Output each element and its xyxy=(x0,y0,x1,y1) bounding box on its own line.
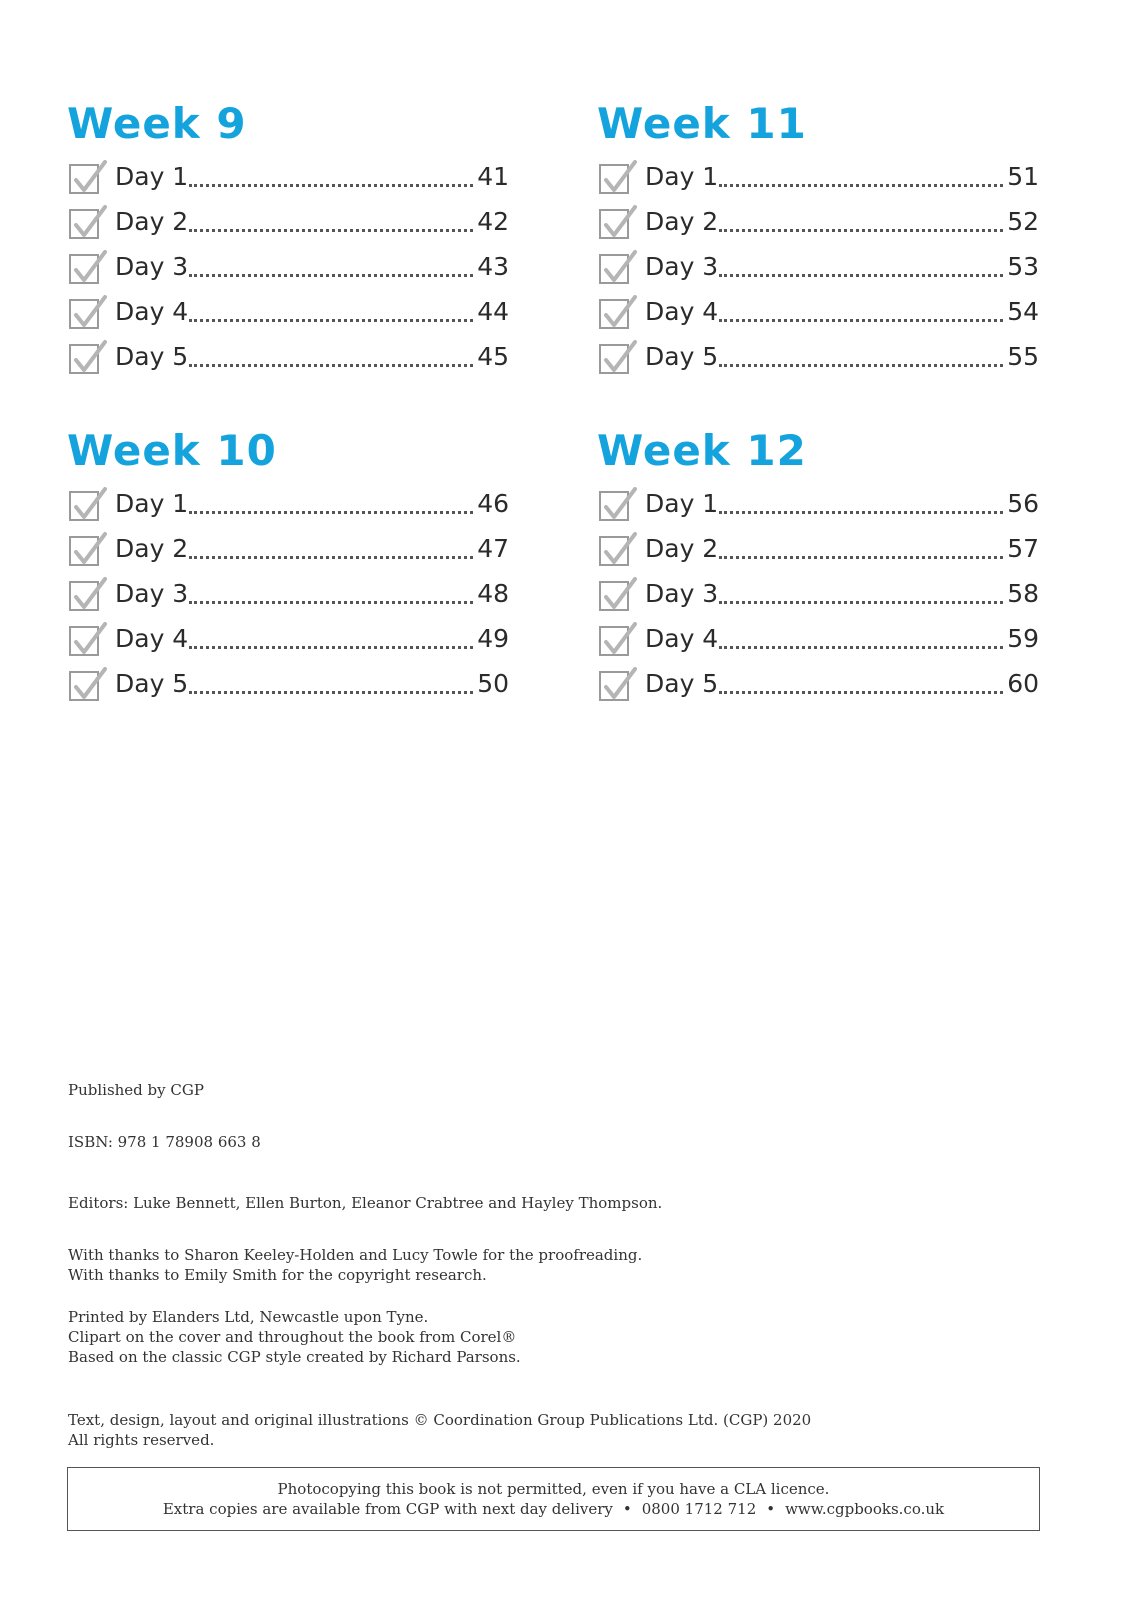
dot-leader xyxy=(719,556,1003,559)
page-number: 58 xyxy=(1004,579,1039,608)
checked-box-icon[interactable] xyxy=(69,671,99,701)
week-section xyxy=(597,423,1039,710)
dot-leader xyxy=(719,364,1003,367)
thanks-proofreading-line: With thanks to Sharon Keeley-Holden and Lucy Towle for the proofreading. xyxy=(68,1246,643,1264)
checked-box-icon[interactable] xyxy=(599,671,629,701)
day-row xyxy=(597,530,1039,575)
day-label: Day 1 xyxy=(115,162,189,191)
editors-line: Editors: Luke Bennett, Ellen Burton, Eleanor Crabtree and Hayley Thompson. xyxy=(68,1194,663,1212)
day-list xyxy=(67,158,509,383)
day-label: Day 4 xyxy=(645,297,719,326)
day-label: Day 4 xyxy=(115,297,189,326)
day-label: Day 2 xyxy=(645,207,719,236)
photocopy-notice-line: Photocopying this book is not permitted, even if you have a CLA licence. xyxy=(277,1480,830,1498)
day-list xyxy=(597,158,1039,383)
day-label: Day 2 xyxy=(645,534,719,563)
week-title: Week 11 xyxy=(597,99,807,148)
page-number: 53 xyxy=(1004,252,1039,281)
checked-box-icon[interactable] xyxy=(599,344,629,374)
day-label: Day 5 xyxy=(645,669,719,698)
checked-box-icon[interactable] xyxy=(69,626,99,656)
imprint-editors-block xyxy=(68,1193,1048,1213)
week-section xyxy=(67,96,509,383)
delivery-notice-line xyxy=(68,1499,1039,1519)
dot-leader xyxy=(189,319,473,322)
photocopy-notice-box xyxy=(67,1467,1040,1531)
day-row xyxy=(67,620,509,665)
checked-box-icon[interactable] xyxy=(599,536,629,566)
bullet-separator: • xyxy=(766,1500,776,1518)
based-on-line: Based on the classic CGP style created by Richard Parsons. xyxy=(68,1348,521,1366)
day-row xyxy=(597,485,1039,530)
printed-by-line: Printed by Elanders Ltd, Newcastle upon Tyne. xyxy=(68,1308,429,1326)
checked-box-icon[interactable] xyxy=(69,344,99,374)
page-number: 46 xyxy=(474,489,509,518)
dot-leader xyxy=(719,319,1003,322)
checked-box-icon[interactable] xyxy=(599,164,629,194)
checked-box-icon[interactable] xyxy=(69,581,99,611)
day-label: Day 5 xyxy=(115,342,189,371)
page-number: 42 xyxy=(474,207,509,236)
checked-box-icon[interactable] xyxy=(599,209,629,239)
day-row xyxy=(597,248,1039,293)
dot-leader xyxy=(719,274,1003,277)
page-number: 48 xyxy=(474,579,509,608)
day-label: Day 3 xyxy=(645,579,719,608)
dot-leader xyxy=(719,184,1003,187)
imprint-isbn-block xyxy=(68,1132,1048,1152)
day-row xyxy=(597,293,1039,338)
dot-leader xyxy=(189,556,473,559)
page-number: 41 xyxy=(474,162,509,191)
imprint-publisher-block xyxy=(68,1080,1048,1100)
week-title: Week 9 xyxy=(67,99,247,148)
day-row xyxy=(67,665,509,710)
copyright-line: Text, design, layout and original illustrations © Coordination Group Publications Ltd. (CGP) 2020 xyxy=(68,1411,812,1429)
page-number: 59 xyxy=(1004,624,1039,653)
day-label: Day 3 xyxy=(115,579,189,608)
dot-leader xyxy=(189,184,473,187)
week-title: Week 12 xyxy=(597,426,807,475)
dot-leader xyxy=(189,601,473,604)
checked-box-icon[interactable] xyxy=(69,164,99,194)
day-list xyxy=(597,485,1039,710)
dot-leader xyxy=(189,691,473,694)
checked-box-icon[interactable] xyxy=(69,209,99,239)
week-section xyxy=(67,423,509,710)
dot-leader xyxy=(189,646,473,649)
checked-box-icon[interactable] xyxy=(599,626,629,656)
day-row xyxy=(67,203,509,248)
day-label: Day 1 xyxy=(645,162,719,191)
publisher-line: Published by CGP xyxy=(68,1081,204,1099)
checked-box-icon[interactable] xyxy=(69,491,99,521)
checked-box-icon[interactable] xyxy=(599,491,629,521)
checked-box-icon[interactable] xyxy=(599,254,629,284)
imprint-thanks-block xyxy=(68,1245,1048,1285)
day-row xyxy=(67,485,509,530)
checked-box-icon[interactable] xyxy=(69,299,99,329)
day-row xyxy=(67,575,509,620)
bullet-separator: • xyxy=(622,1500,632,1518)
day-row xyxy=(597,338,1039,383)
rights-line: All rights reserved. xyxy=(68,1431,215,1449)
day-row xyxy=(597,665,1039,710)
day-label: Day 2 xyxy=(115,207,189,236)
day-label: Day 4 xyxy=(115,624,189,653)
day-label: Day 3 xyxy=(115,252,189,281)
page-number: 55 xyxy=(1004,342,1039,371)
clipart-line: Clipart on the cover and throughout the book from Corel® xyxy=(68,1328,517,1346)
page-number: 60 xyxy=(1004,669,1039,698)
checked-box-icon[interactable] xyxy=(69,536,99,566)
day-label: Day 5 xyxy=(645,342,719,371)
day-row xyxy=(597,620,1039,665)
thanks-copyright-line: With thanks to Emily Smith for the copyright research. xyxy=(68,1266,487,1284)
day-row xyxy=(67,293,509,338)
dot-leader xyxy=(189,229,473,232)
day-row xyxy=(597,203,1039,248)
page-number: 54 xyxy=(1004,297,1039,326)
isbn-line: ISBN: 978 1 78908 663 8 xyxy=(68,1133,261,1151)
week-section xyxy=(597,96,1039,383)
page-number: 57 xyxy=(1004,534,1039,563)
day-label: Day 1 xyxy=(115,489,189,518)
day-label: Day 1 xyxy=(645,489,719,518)
page-number: 56 xyxy=(1004,489,1039,518)
dot-leader xyxy=(189,511,473,514)
dot-leader xyxy=(719,511,1003,514)
website-link[interactable]: www.cgpbooks.co.uk xyxy=(785,1500,945,1518)
page-number: 49 xyxy=(474,624,509,653)
page-number: 51 xyxy=(1004,162,1039,191)
page-number: 43 xyxy=(474,252,509,281)
day-list xyxy=(67,485,509,710)
delivery-text: Extra copies are available from CGP with next day delivery xyxy=(162,1500,613,1518)
day-row xyxy=(67,248,509,293)
week-title: Week 10 xyxy=(67,426,277,475)
dot-leader xyxy=(719,601,1003,604)
dot-leader xyxy=(189,274,473,277)
phone-number: 0800 1712 712 xyxy=(641,1500,757,1518)
checked-box-icon[interactable] xyxy=(599,299,629,329)
checked-box-icon[interactable] xyxy=(599,581,629,611)
page-number: 52 xyxy=(1004,207,1039,236)
page-number: 50 xyxy=(474,669,509,698)
dot-leader xyxy=(719,646,1003,649)
dot-leader xyxy=(719,691,1003,694)
day-row xyxy=(67,338,509,383)
day-label: Day 5 xyxy=(115,669,189,698)
page-number: 47 xyxy=(474,534,509,563)
day-row xyxy=(67,158,509,203)
day-row xyxy=(597,575,1039,620)
dot-leader xyxy=(189,364,473,367)
imprint-printing-block xyxy=(68,1307,1048,1367)
day-label: Day 2 xyxy=(115,534,189,563)
day-row xyxy=(67,530,509,575)
day-label: Day 4 xyxy=(645,624,719,653)
checked-box-icon[interactable] xyxy=(69,254,99,284)
dot-leader xyxy=(719,229,1003,232)
imprint-copyright-block xyxy=(68,1410,1048,1450)
page-number: 44 xyxy=(474,297,509,326)
day-row xyxy=(597,158,1039,203)
day-label: Day 3 xyxy=(645,252,719,281)
page-number: 45 xyxy=(474,342,509,371)
